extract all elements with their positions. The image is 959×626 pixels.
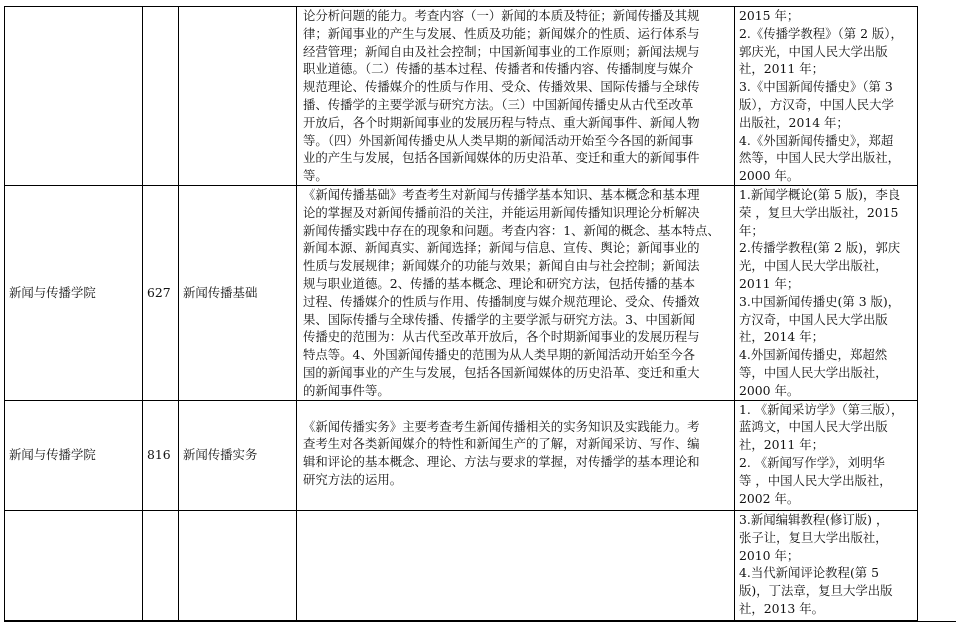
reference-line: 等，中国人民大学出版社， — [739, 364, 888, 380]
description-line: 果、国际传播与全球传播、传播学的主要学派与研究方法。3、中国新闻 — [303, 311, 695, 327]
reference-line: 社，2014 年； — [739, 329, 825, 345]
reference-line: 出版社，2014 年； — [739, 114, 849, 130]
college-cell — [5, 7, 143, 186]
reference-line: 社，2011 年； — [739, 437, 825, 453]
reference-line: 1. 《新闻采访学》（第三版）， — [739, 401, 904, 417]
description-line: 传播史的范围为：从古代至改革开放后，各个时期新闻事业的发展历程与 — [303, 329, 700, 345]
reference-line: 郭庆光，中国人民大学出版 — [739, 43, 888, 59]
reference-line: 3.中国新闻传播史(第 3 版)， — [739, 293, 901, 309]
reference-line: 光，中国人民大学出版社， — [739, 258, 888, 274]
reference-cell — [735, 511, 918, 621]
description-line: 规与职业道德。2、传播的基本概念、理论和研究方法，包括传播的基本 — [303, 275, 695, 291]
description-line: 特点等。4、外国新闻传播史的范围为从人类早期的新闻活动开始至今各 — [303, 347, 695, 363]
description-line: 业的产生与发展，包括各国新闻媒体的历史沿革、变迁和重大的新闻事件 — [303, 150, 700, 166]
code-cell: 816 — [143, 400, 179, 510]
description-line: 经营管理；新闻自由及社会控制；中国新闻事业的工作原则；新闻法规与 — [303, 43, 700, 59]
exam-subjects-table-continued — [4, 510, 918, 621]
college-cell: 新闻与传播学院 — [5, 185, 143, 400]
reference-cell — [735, 400, 918, 510]
reference-line: 4.《外国新闻传播史》，郑超 — [739, 132, 894, 148]
table-row — [5, 7, 918, 186]
reference-line: 社，2011 年； — [739, 61, 825, 77]
reference-cell — [735, 185, 918, 400]
description-line: 国的新闻事业的产生与发展，包括各国新闻媒体的历史沿革、变迁和重大 — [303, 364, 700, 380]
description-line: 播、传播学的主要学派与研究方法。（三）中国新闻传播史从古代至改革 — [303, 96, 694, 112]
reference-line: 2.传播学教程(第 2 版)，郭庆 — [739, 240, 901, 256]
reference-line: 2015 年； — [739, 8, 800, 23]
subject-cell — [179, 511, 297, 621]
college-cell — [5, 511, 143, 621]
description-line: 职业道德。（二）传播的基本过程、传播者和传播内容、传播制度与媒介 — [303, 61, 694, 77]
reference-line: 4.当代新闻评论教程(第 5 — [739, 565, 879, 581]
reference-line: 蓝鸿文，中国人民大学出版 — [739, 419, 888, 435]
description-line: 开放后，各个时期新闻事业的发展历程与特点、重大新闻事件、新闻人物 — [303, 114, 700, 130]
description-line: 过程、传播媒介的性质与作用、传播制度与媒介规范理论、受众、传播效 — [303, 293, 700, 309]
description-line: 研究方法的运用。 — [303, 471, 403, 487]
description-line: 新闻传播实践中存在的现象和问题。考查内容：1、新闻的概念、基本特点、 — [303, 222, 720, 238]
subject-cell — [179, 7, 297, 186]
reference-line: 张子让，复旦大学出版社， — [739, 529, 888, 545]
description-line: 律；新闻事业的产生与发展、性质及功能；新闻媒介的性质、运行体系与 — [303, 25, 700, 41]
description-line: 论分析问题的能力。考查内容（一）新闻的本质及特征；新闻传播及其规 — [303, 8, 700, 23]
reference-line: 2000 年。 — [739, 382, 800, 398]
reference-line: 然等，中国人民大学出版社， — [739, 150, 901, 166]
reference-line: 2002 年。 — [739, 490, 800, 506]
reference-line: 方汉奇，中国人民大学出版 — [739, 311, 888, 327]
next-page-border — [4, 621, 956, 626]
reference-line: 2010 年； — [739, 547, 800, 563]
table-row — [5, 511, 918, 621]
code-cell: 627 — [143, 185, 179, 400]
description-line: 《新闻传播实务》主要考查考生新闻传播相关的实务知识及实践能力。考 — [303, 418, 700, 434]
reference-line: 版)，丁法章，复旦大学出版 — [739, 583, 893, 599]
reference-line: 荣 ，复旦大学出版社，2015 — [739, 204, 899, 220]
description-line: 等。 — [303, 168, 328, 184]
code-cell — [143, 7, 179, 186]
reference-line: 1.新闻学概论(第 5 版)，李良 — [739, 186, 901, 202]
reference-line: 社，2013 年。 — [739, 600, 825, 616]
reference-line: 2. 《新闻写作学》，刘明华 — [739, 454, 885, 470]
reference-line: 2011 年； — [739, 275, 800, 291]
exam-subjects-table — [4, 6, 918, 511]
description-line: 《新闻传播基础》考查考生对新闻与传播学基本知识、基本概念和基本理 — [303, 186, 700, 202]
reference-line: 2.《传播学教程》（第 2 版）， — [739, 25, 903, 41]
description-line: 的新闻事件等。 — [303, 382, 390, 398]
description-line: 规范理论、传播媒介的性质与作用、受众、传播效果、国际传播与全球传 — [303, 79, 700, 95]
reference-line: 年； — [739, 222, 764, 238]
reference-line: 3.《中国新闻传播史》（第 3 — [739, 79, 893, 95]
reference-line: 3.新闻编辑教程(修订版) ， — [739, 512, 889, 527]
reference-line: 版），方汉奇，中国人民大学 — [739, 96, 894, 112]
reference-line: 2000 年。 — [739, 168, 800, 184]
description-cell — [297, 7, 735, 186]
subject-cell: 新闻传播基础 — [179, 185, 297, 400]
college-cell: 新闻与传播学院 — [5, 400, 143, 510]
description-line: 等。（四）外国新闻传播史从人类早期的新闻活动开始至今各国的新闻事 — [303, 132, 694, 148]
reference-cell — [735, 7, 918, 186]
code-cell — [143, 511, 179, 621]
description-line: 查考生对各类新闻媒介的特性和新闻生产的了解，对新闻采访、写作、编 — [303, 436, 700, 452]
subject-cell: 新闻传播实务 — [179, 400, 297, 510]
description-cell — [297, 400, 735, 510]
description-line: 性质与发展规律；新闻媒介的功能与效果；新闻自由与社会控制；新闻法 — [303, 258, 700, 274]
table-row — [5, 400, 918, 510]
description-cell — [297, 185, 735, 400]
description-line: 辑和评论的基本概念、理论、方法与要求的掌握，对传播学的基本理论和 — [303, 454, 700, 470]
reference-line: 等 ，中国人民大学出版社， — [739, 472, 892, 488]
description-line: 新闻本源、新闻真实、新闻选择；新闻与信息、宣传、舆论；新闻事业的 — [303, 240, 700, 256]
table-row — [5, 185, 918, 400]
description-line: 论的掌握及对新闻传播前沿的关注，并能运用新闻传播知识理论分析解决 — [303, 204, 700, 220]
description-cell — [297, 511, 735, 621]
reference-line: 4.外国新闻传播史，郑超然 — [739, 347, 888, 363]
